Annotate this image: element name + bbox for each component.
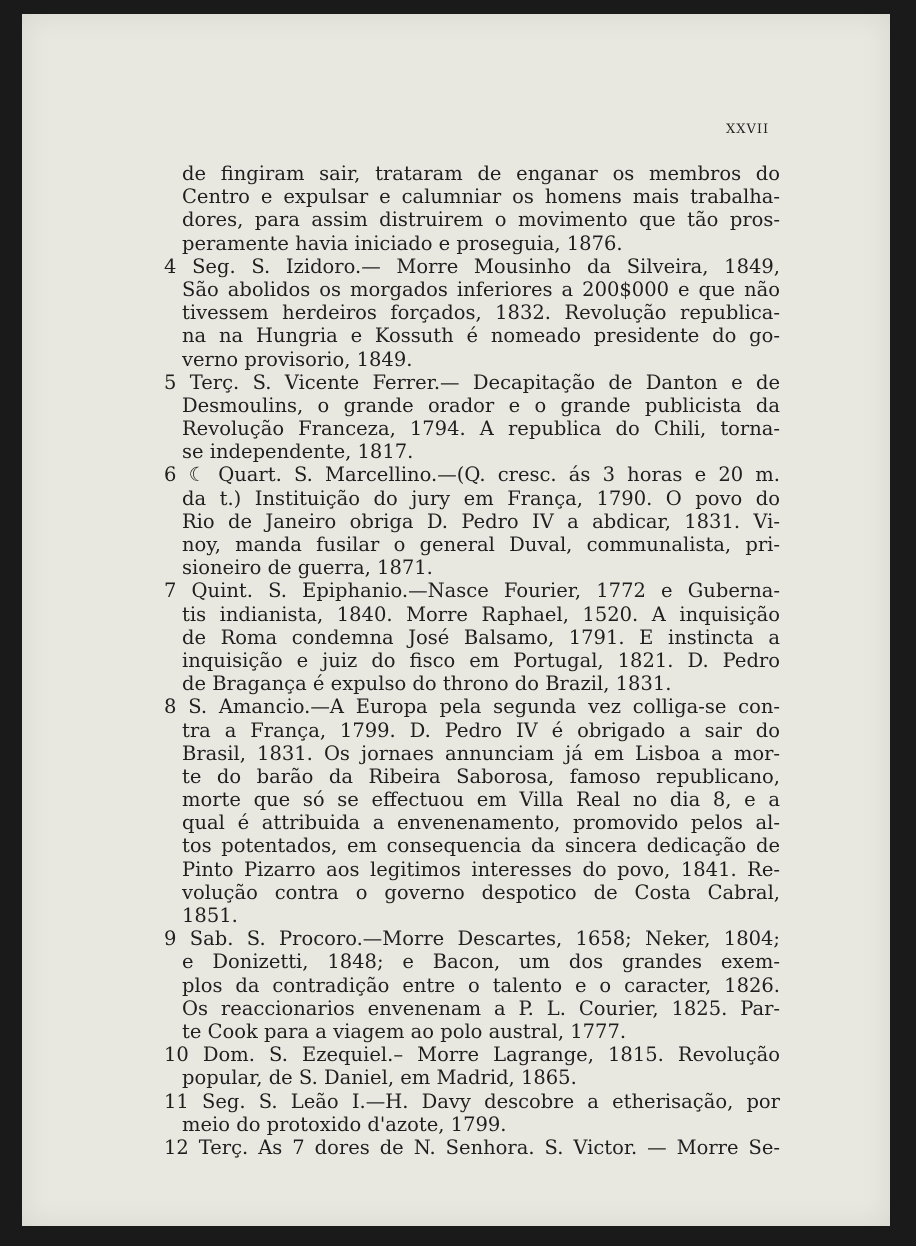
text-line: 9 Sab. S. Procoro.—Morre Descartes, 1658; Neker, 1804; <box>164 927 780 951</box>
text-line: popular, de S. Daniel, em Madrid, 1865. <box>182 1066 577 1090</box>
book-page <box>22 14 890 1226</box>
text-line: 11 Seg. S. Leão I.—H. Davy descobre a etherisação, por <box>164 1089 780 1113</box>
text-line: tra a França, 1799. D. Pedro IV é obrigado a sair do <box>182 718 780 742</box>
text-line: e Donizetti, 1848; e Bacon, um dos grandes exem- <box>182 950 780 974</box>
text-line: 4 Seg. S. Izidoro.— Morre Mousinho da Silveira, 1849, <box>164 254 780 278</box>
text-line: 1851. <box>182 904 238 927</box>
text-line: sioneiro de guerra, 1871. <box>182 556 433 580</box>
text-line: inquisição e juiz do fisco em Portugal, 1821. D. Pedro <box>182 648 780 672</box>
text-line: 7 Quint. S. Epiphanio.—Nasce Fourier, 1772 e Guberna- <box>164 579 780 603</box>
text-line: se independente, 1817. <box>182 440 414 464</box>
text-line: te do barão da Ribeira Saborosa, famoso republicano, <box>182 764 780 788</box>
page-text <box>164 162 780 1159</box>
text-line: qual é attribuida a envenenamento, promovido pelos al- <box>182 811 780 835</box>
text-line: meio do protoxido d'azote, 1799. <box>182 1112 507 1136</box>
text-line: tivessem herdeiros forçados, 1832. Revolução republica- <box>182 301 780 325</box>
text-line: Revolução Franceza, 1794. A republica do Chili, torna- <box>182 417 780 441</box>
text-line: dores, para assim distruirem o movimento que tão pros- <box>182 208 780 232</box>
text-line: 8 S. Amancio.—A Europa pela segunda vez colliga-se con- <box>164 695 780 719</box>
text-line: Os reaccionarios envenenam a P. L. Courier, 1825. Par- <box>182 996 780 1020</box>
text-line: 5 Terç. S. Vicente Ferrer.— Decapitação de Danton e de <box>164 370 780 394</box>
text-line: da t.) Instituição do jury em França, 1790. O povo do <box>182 486 780 510</box>
text-line: São abolidos os morgados inferiores a 200$000 e que não <box>182 277 780 301</box>
text-line: 6 ☾ Quart. S. Marcellino.—(Q. cresc. ás 3 horas e 20 m. <box>164 463 780 487</box>
text-line: noy, manda fusilar o general Duval, communalista, pri- <box>182 533 780 556</box>
text-line: Desmoulins, o grande orador e o grande publicista da <box>182 393 780 417</box>
text-line: verno provisorio, 1849. <box>182 347 413 371</box>
text-line: de Bragança é expulso do throno do Brazil, 1831. <box>182 672 672 696</box>
text-line: de fingiram sair, trataram de enganar os membros do <box>182 162 780 185</box>
text-line: te Cook para a viagem ao polo austral, 1777. <box>182 1019 627 1043</box>
text-line: Rio de Janeiro obriga D. Pedro IV a abdicar, 1831. Vi- <box>182 509 780 533</box>
text-line: de Roma condemna José Balsamo, 1791. E instincta a <box>182 625 780 649</box>
text-line: tos potentados, em consequencia da sincera dedicação de <box>182 834 780 858</box>
page-number: XXVII <box>726 122 770 137</box>
text-line: Centro e expulsar e calumniar os homens mais trabalha- <box>182 185 780 209</box>
text-line: peramente havia iniciado e proseguia, 1876. <box>182 231 623 255</box>
text-line: tis indianista, 1840. Morre Raphael, 1520. A inquisição <box>182 602 780 626</box>
text-line: volução contra o governo despotico de Costa Cabral, <box>182 880 780 904</box>
text-line: 10 Dom. S. Ezequiel.– Morre Lagrange, 1815. Revolução <box>164 1043 780 1067</box>
text-line: morte que só se effectuou em Villa Real no dia 8, e a <box>182 788 780 812</box>
text-line: Pinto Pizarro aos legitimos interesses do povo, 1841. Re- <box>182 857 780 881</box>
text-line: plos da contradição entre o talento e o caracter, 1826. <box>182 973 780 997</box>
text-line: Brasil, 1831. Os jornaes annunciam já em Lisboa a mor- <box>182 741 780 765</box>
text-line: na na Hungria e Kossuth é nomeado presidente do go- <box>182 324 780 348</box>
text-line: 12 Terç. As 7 dores de N. Senhora. S. Victor. — Morre Se- <box>164 1135 780 1159</box>
